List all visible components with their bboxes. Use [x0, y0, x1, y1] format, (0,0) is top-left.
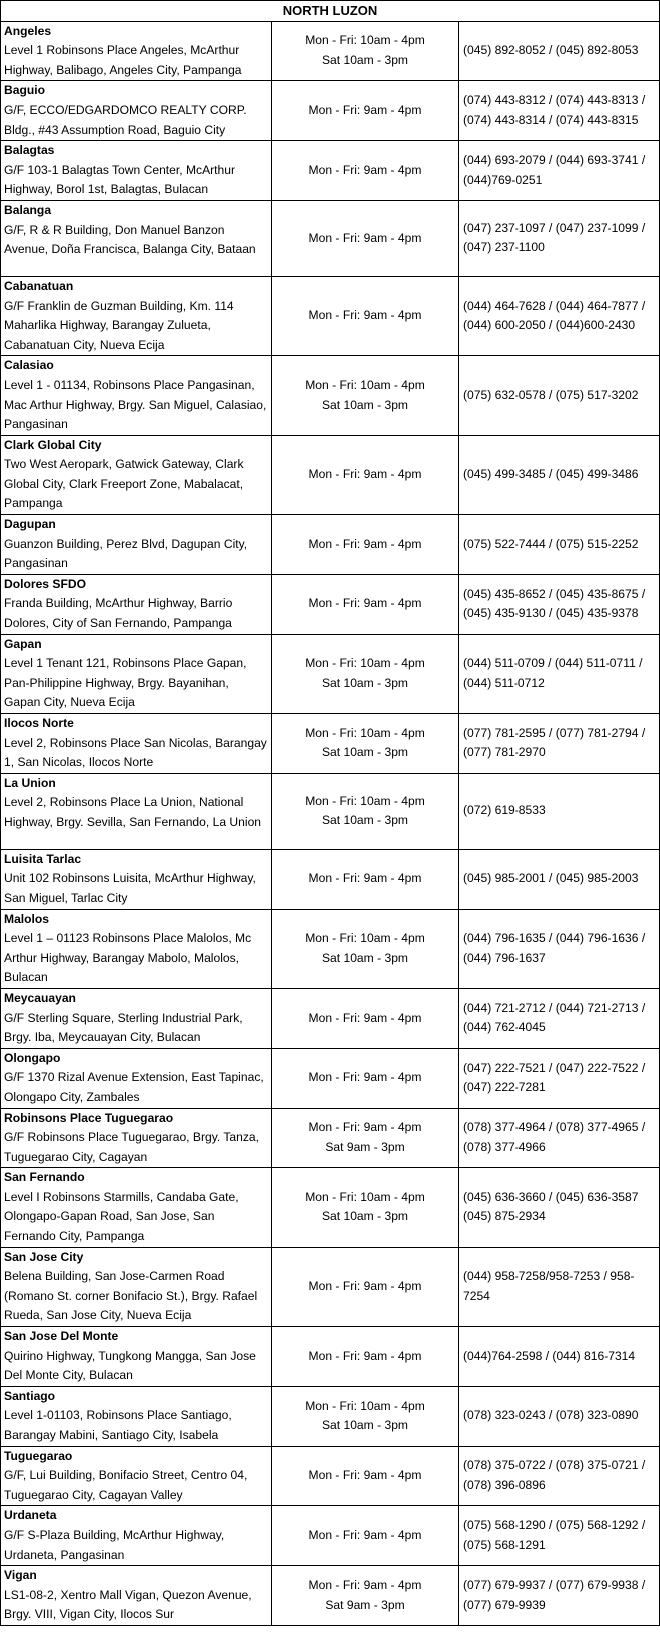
- branch-name: Malolos: [4, 911, 50, 926]
- branch-cell: [1, 1506, 272, 1566]
- branch-cell: [1, 141, 272, 201]
- branch-address: Unit 102 Robinsons Luisita, McArthur Highway, San Miguel, Tarlac City: [4, 871, 256, 905]
- branch-address: Level I Robinsons Starmills, Candaba Gate, Olongapo-Gapan Road, San Jose, San Fernando City, Pampanga: [4, 1189, 239, 1244]
- hours-line: Sat 10am - 3pm: [321, 813, 409, 828]
- branch-cell: [1, 276, 272, 355]
- phone-cell: [459, 1506, 660, 1566]
- phone-numbers: (044) 693-2079 / (044) 693-3741 / (044)769-0251: [463, 152, 646, 187]
- phone-numbers: (045) 499-3485 / (045) 499-3486: [463, 467, 639, 482]
- branch-name: Calasiao: [4, 358, 54, 373]
- phone-numbers: (075) 568-1290 / (075) 568-1292 / (075) 568-1291: [463, 1518, 646, 1552]
- branch-cell: [1, 849, 272, 909]
- hours-cell: [272, 849, 459, 909]
- table-row: [1, 21, 660, 81]
- branch-address: Level 2, Robinsons Place La Union, National Highway, Brgy. Sevilla, San Fernando, La Union: [4, 795, 262, 829]
- branch-cell: [1, 773, 272, 849]
- table-row: [1, 714, 660, 774]
- phone-numbers: (044)764-2598 / (044) 816-7314: [463, 1348, 636, 1363]
- hours-line: Sat 9am - 3pm: [325, 1139, 405, 1154]
- branch-name: Angeles: [4, 23, 52, 38]
- phone-cell: [459, 200, 660, 276]
- hours-cell: [272, 435, 459, 514]
- branch-name: Balagtas: [4, 143, 55, 158]
- phone-numbers: (044) 464-7628 / (044) 464-7877 / (044) 600-2050 / (044)600-2430: [463, 298, 646, 333]
- phone-cell: [459, 1386, 660, 1446]
- branch-address: LS1-08-2, Xentro Mall Vigan, Quezon Avenue, Brgy. VIII, Vigan City, Ilocos Sur: [4, 1587, 252, 1622]
- branch-address: Franda Building, McArthur Highway, Barrio Dolores, City of San Fernando, Pampanga: [4, 596, 233, 631]
- hours-line: Mon - Fri: 9am - 4pm: [308, 596, 422, 611]
- branch-address: G/F, Lui Building, Bonifacio Street, Centro 04, Tuguegarao City, Cagayan Valley: [4, 1468, 248, 1502]
- phone-numbers: (045) 435-8652 / (045) 435-8675 / (045) 435-9130 / (045) 435-9378: [463, 586, 646, 621]
- hours-line: Mon - Fri: 9am - 4pm: [308, 308, 422, 323]
- phone-cell: [459, 1446, 660, 1506]
- hours-line: Mon - Fri: 10am - 4pm: [305, 33, 425, 48]
- branch-cell: [1, 1247, 272, 1326]
- table-row: [1, 909, 660, 988]
- hours-line: Mon - Fri: 9am - 4pm: [308, 1468, 422, 1483]
- hours-cell: [272, 1506, 459, 1566]
- branch-cell: [1, 200, 272, 276]
- branch-address: Quirino Highway, Tungkong Mangga, San Jose Del Monte City, Bulacan: [4, 1348, 256, 1383]
- table-row: [1, 1506, 660, 1566]
- branch-address: Belena Building, San Jose-Carmen Road (Romano St. corner Bonifacio St.), Brgy. Rafael Rueda, San Jose City, Nueva Ecija: [4, 1269, 258, 1323]
- branch-name: Gapan: [4, 636, 42, 651]
- branch-name: Olongapo: [4, 1050, 61, 1065]
- table-row: [1, 81, 660, 141]
- phone-cell: [459, 714, 660, 774]
- hours-cell: [272, 21, 459, 81]
- phone-cell: [459, 988, 660, 1048]
- phone-numbers: (044) 796-1635 / (044) 796-1636 / (044) 796-1637: [463, 931, 646, 965]
- phone-cell: [459, 1108, 660, 1168]
- hours-cell: [272, 1566, 459, 1626]
- phone-numbers: (074) 443-8312 / (074) 443-8313 / (074) 443-8314 / (074) 443-8315: [463, 93, 646, 127]
- phone-numbers: (075) 522-7444 / (075) 515-2252: [463, 536, 639, 551]
- branch-cell: [1, 1048, 272, 1108]
- branch-name: Santiago: [4, 1388, 56, 1403]
- branch-address: Level 1 Tenant 121, Robinsons Place Gapan, Pan-Philippine Highway, Brgy. Bayanihan, Gapan City, Nueva Ecija: [4, 656, 247, 710]
- hours-line: Mon - Fri: 10am - 4pm: [305, 931, 425, 946]
- hours-line: Mon - Fri: 9am - 4pm: [308, 102, 422, 117]
- phone-cell: [459, 773, 660, 849]
- branch-cell: [1, 1108, 272, 1168]
- branch-name: Urdaneta: [4, 1508, 57, 1523]
- phone-numbers: (044) 721-2712 / (044) 721-2713 / (044) 762-4045: [463, 1000, 646, 1035]
- hours-line: Mon - Fri: 9am - 4pm: [308, 1279, 422, 1294]
- branch-address: Level 1 - 01134, Robinsons Place Pangasinan, Mac Arthur Highway, Brgy. San Miguel, Calasiao, Pangasinan: [4, 377, 267, 432]
- table-row: [1, 634, 660, 713]
- phone-cell: [459, 909, 660, 988]
- branch-name: Dagupan: [4, 517, 56, 532]
- branch-address: G/F 103-1 Balagtas Town Center, McArthur Highway, Borol 1st, Balagtas, Bulacan: [4, 162, 236, 197]
- branch-name: La Union: [4, 775, 56, 790]
- phone-cell: [459, 21, 660, 81]
- branch-name: Balanga: [4, 202, 52, 217]
- branch-name: Cabanatuan: [4, 278, 74, 293]
- hours-line: Mon - Fri: 9am - 4pm: [308, 871, 422, 886]
- branch-address: G/F Franklin de Guzman Building, Km. 114 Maharlika Highway, Barangay Zulueta, Cabanatuan City, Nueva Ecija: [4, 298, 234, 352]
- branch-address: Level 1 – 01123 Robinsons Place Malolos, Mc Arthur Highway, Barangay Mabolo, Malolos, Bulacan: [4, 931, 252, 985]
- phone-numbers: (044) 511-0709 / (044) 511-0711 / (044) 511-0712: [463, 656, 643, 690]
- hours-cell: [272, 276, 459, 355]
- phone-numbers: (045) 985-2001 / (045) 985-2003: [463, 871, 639, 886]
- phone-cell: [459, 515, 660, 575]
- branch-address: G/F 1370 Rizal Avenue Extension, East Tapinac, Olongapo City, Zambales: [4, 1070, 264, 1104]
- phone-cell: [459, 276, 660, 355]
- branch-cell: [1, 909, 272, 988]
- phone-cell: [459, 1168, 660, 1247]
- branch-cell: [1, 81, 272, 141]
- table-row: [1, 356, 660, 435]
- hours-cell: [272, 515, 459, 575]
- hours-line: Sat 10am - 3pm: [321, 950, 409, 965]
- hours-cell: [272, 1108, 459, 1168]
- table-row: [1, 574, 660, 634]
- hours-line: Mon - Fri: 10am - 4pm: [305, 793, 425, 808]
- phone-numbers: (078) 377-4964 / (078) 377-4965 / (078) 377-4966: [463, 1120, 646, 1154]
- table-row: [1, 988, 660, 1048]
- branch-name: Meycauayan: [4, 990, 76, 1005]
- branch-cell: [1, 1566, 272, 1626]
- phone-cell: [459, 849, 660, 909]
- hours-line: Sat 9am - 3pm: [325, 1597, 405, 1612]
- hours-line: Mon - Fri: 9am - 4pm: [308, 1120, 422, 1135]
- branch-cell: [1, 574, 272, 634]
- table-row: [1, 1446, 660, 1506]
- branch-name: Robinsons Place Tuguegarao: [4, 1110, 174, 1125]
- hours-cell: [272, 574, 459, 634]
- branch-name: Ilocos Norte: [4, 716, 74, 730]
- hours-cell: [272, 1327, 459, 1387]
- branch-cell: [1, 1168, 272, 1247]
- phone-numbers: (047) 222-7521 / (047) 222-7522 / (047) 222-7281: [463, 1060, 646, 1095]
- hours-cell: [272, 200, 459, 276]
- phone-numbers: (047) 237-1097 / (047) 237-1099 / (047) 237-1100: [463, 220, 646, 255]
- table-header-row: [1, 1, 660, 22]
- branch-cell: [1, 356, 272, 435]
- phone-cell: [459, 81, 660, 141]
- branch-name: Vigan: [4, 1568, 37, 1583]
- hours-cell: [272, 1247, 459, 1326]
- hours-cell: [272, 714, 459, 774]
- hours-cell: [272, 773, 459, 849]
- branch-name: Tuguegarao: [4, 1448, 73, 1463]
- table-row: [1, 435, 660, 514]
- hours-line: Sat 10am - 3pm: [321, 1418, 409, 1433]
- branch-name: Clark Global City: [4, 437, 102, 452]
- phone-cell: [459, 356, 660, 435]
- hours-cell: [272, 1386, 459, 1446]
- hours-cell: [272, 634, 459, 713]
- table-row: [1, 1168, 660, 1247]
- phone-cell: [459, 1247, 660, 1326]
- branch-name: Luisita Tarlac: [4, 851, 82, 866]
- phone-cell: [459, 1327, 660, 1387]
- branch-name: Baguio: [4, 83, 45, 98]
- phone-numbers: (044) 958-7258/958-7253 / 958-7254: [463, 1269, 635, 1303]
- branch-cell: [1, 988, 272, 1048]
- hours-cell: [272, 356, 459, 435]
- branch-address: Guanzon Building, Perez Blvd, Dagupan City, Pangasinan: [4, 536, 248, 571]
- branch-cell: [1, 21, 272, 81]
- table-row: [1, 773, 660, 849]
- branch-cell: [1, 1327, 272, 1387]
- branch-name: San Jose City: [4, 1249, 84, 1264]
- hours-cell: [272, 1048, 459, 1108]
- hours-line: Sat 10am - 3pm: [321, 52, 409, 67]
- branch-cell: [1, 714, 272, 774]
- hours-cell: [272, 1168, 459, 1247]
- table-row: [1, 1048, 660, 1108]
- phone-numbers: (045) 892-8052 / (045) 892-8053: [463, 43, 639, 58]
- branch-address: G/F Sterling Square, Sterling Industrial Park, Brgy. Iba, Meycauayan City, Bulacan: [4, 1010, 243, 1045]
- hours-line: Mon - Fri: 10am - 4pm: [305, 1398, 425, 1413]
- phone-cell: [459, 1048, 660, 1108]
- branch-name: San Jose Del Monte: [4, 1329, 119, 1344]
- branch-address: Level 1 Robinsons Place Angeles, McArthur Highway, Balibago, Angeles City, Pampanga: [4, 43, 242, 77]
- phone-numbers: (075) 632-0578 / (075) 517-3202: [463, 387, 639, 402]
- phone-numbers: (077) 781-2595 / (077) 781-2794 / (077) 781-2970: [463, 725, 646, 760]
- phone-numbers: (078) 375-0722 / (078) 375-0721 / (078) 396-0896: [463, 1458, 646, 1492]
- table-row: [1, 141, 660, 201]
- phone-numbers: (077) 679-9937 / (077) 679-9938 / (077) 679-9939: [463, 1577, 646, 1612]
- hours-line: Mon - Fri: 9am - 4pm: [308, 1348, 422, 1363]
- branch-name: San Fernando: [4, 1170, 85, 1185]
- table-row: [1, 276, 660, 355]
- table-row: [1, 200, 660, 276]
- branch-address: Two West Aeropark, Gatwick Gateway, Clark Global City, Clark Freeport Zone, Mabalacat, Pampanga: [4, 457, 244, 511]
- branch-address: G/F Robinsons Place Tuguegarao, Brgy. Tanza, Tuguegarao City, Cagayan: [4, 1130, 260, 1164]
- branch-cell: [1, 515, 272, 575]
- phone-numbers: (045) 636-3660 / (045) 636-3587 (045) 875-2934: [463, 1189, 639, 1224]
- phone-cell: [459, 574, 660, 634]
- hours-cell: [272, 909, 459, 988]
- phone-cell: [459, 1566, 660, 1626]
- hours-line: Mon - Fri: 9am - 4pm: [308, 1070, 422, 1085]
- hours-line: Mon - Fri: 9am - 4pm: [308, 230, 422, 245]
- table-row: [1, 1247, 660, 1326]
- branch-address: Level 1-01103, Robinsons Place Santiago, Barangay Mabini, Santiago City, Isabela: [4, 1408, 232, 1442]
- hours-line: Mon - Fri: 10am - 4pm: [305, 1189, 425, 1204]
- branch-rows: [1, 21, 660, 1625]
- branch-address: G/F S-Plaza Building, McArthur Highway, Urdaneta, Pangasinan: [4, 1527, 225, 1562]
- table-row: [1, 515, 660, 575]
- hours-line: Mon - Fri: 9am - 4pm: [308, 1010, 422, 1025]
- branch-cell: [1, 435, 272, 514]
- hours-line: Sat 10am - 3pm: [321, 397, 409, 412]
- branch-address: Level 2, Robinsons Place San Nicolas, Barangay 1, San Nicolas, Ilocos Norte: [4, 735, 267, 770]
- hours-line: Mon - Fri: 9am - 4pm: [308, 1577, 422, 1592]
- phone-numbers: (078) 323-0243 / (078) 323-0890: [463, 1408, 639, 1423]
- table-row: [1, 849, 660, 909]
- hours-cell: [272, 1446, 459, 1506]
- hours-line: Sat 10am - 3pm: [321, 675, 409, 690]
- branch-cell: [1, 1446, 272, 1506]
- phone-cell: [459, 141, 660, 201]
- table-row: [1, 1386, 660, 1446]
- hours-line: Mon - Fri: 10am - 4pm: [305, 725, 425, 740]
- phone-cell: [459, 435, 660, 514]
- hours-line: Mon - Fri: 10am - 4pm: [305, 377, 425, 392]
- hours-line: Mon - Fri: 9am - 4pm: [308, 1527, 422, 1542]
- phone-cell: [459, 634, 660, 713]
- hours-cell: [272, 81, 459, 141]
- branch-address: G/F, R & R Building, Don Manuel Banzon Avenue, Doña Francisca, Balanga City, Bataan: [4, 222, 256, 257]
- branch-name: Dolores SFDO: [4, 576, 86, 591]
- hours-line: Mon - Fri: 10am - 4pm: [305, 656, 425, 671]
- branch-cell: [1, 1386, 272, 1446]
- table-row: [1, 1108, 660, 1168]
- hours-line: Sat 10am - 3pm: [321, 745, 409, 760]
- hours-line: Mon - Fri: 9am - 4pm: [308, 536, 422, 551]
- phone-numbers: (072) 619-8533: [463, 803, 546, 818]
- hours-line: Sat 10am - 3pm: [321, 1209, 409, 1224]
- hours-cell: [272, 988, 459, 1048]
- table-row: [1, 1327, 660, 1387]
- hours-cell: [272, 141, 459, 201]
- branch-address: G/F, ECCO/EDGARDOMCO REALTY CORP. Bldg., #43 Assumption Road, Baguio City: [4, 102, 247, 137]
- hours-line: Mon - Fri: 9am - 4pm: [308, 162, 422, 177]
- region-heading: NORTH LUZON: [1, 1, 660, 22]
- table-row: [1, 1566, 660, 1626]
- hours-line: Mon - Fri: 9am - 4pm: [308, 467, 422, 482]
- branch-cell: [1, 634, 272, 713]
